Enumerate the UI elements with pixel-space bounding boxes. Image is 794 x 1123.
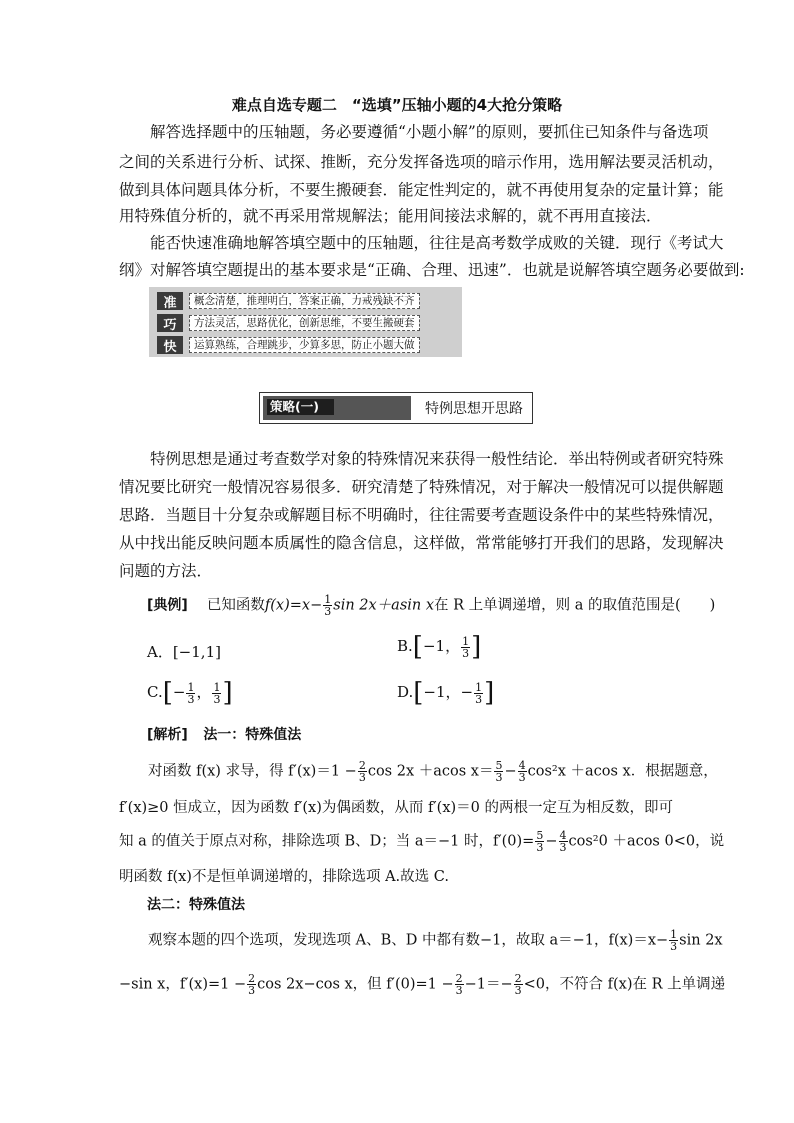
requirement-row [157,292,420,310]
strategy-tag: 策略(一) [267,399,334,415]
strategy-header [259,392,533,424]
requirement-row [157,336,420,354]
analysis-heading [147,724,707,745]
intro-line-2: 之间的关系进行分析、试探、推断，充分发挥备选项的暗示作用，选用解法要灵活机动， [119,153,724,171]
example-text-before: 已知函数 [206,597,265,614]
option-d: D.[−1，− $\frac{1}{3}$ ] [397,678,495,708]
example-question [147,593,716,618]
option-c: C.[− $\frac{1}{3}$ ， $\frac{1}{3}$ ] [147,678,233,708]
method-one-title: 法一：特殊值法 [203,727,302,743]
requirement-row [157,314,420,332]
analysis-label: [解析] [147,727,188,743]
analysis-line-5: 观察本题的四个选项，发现选项 A、B、D 中都有数−1，故取 a＝−1，f(x)＝x− $\frac{1}{3}$ sin 2x [119,928,723,953]
example-expression: sin 2x＋asin x [333,597,435,614]
requirement-text: 概念清楚，推理明白，答案正确，力戒残缺不齐 [189,293,420,309]
analysis-line-3: 知 a 的值关于原点对称，排除选项 B、D；当 a＝−1 时，f′(0)= $\frac{5}{3}$ − $\frac{4}{3}$ cos²0 ＋acos 0<0，说 [119,829,725,854]
requirement-tag: 快 [157,336,183,354]
intro-line-4: 用特殊值分析的，就不再采用常规解法；能用间接法求解的，就不再用直接法． [119,207,662,225]
intro-line-3: 做到具体问题具体分析，不要生搬硬套．能定性判定的，就不再使用复杂的定量计算；能 [119,181,724,199]
method-two-title: 法二：特殊值法 [119,897,245,913]
requirement-tag: 巧 [157,314,183,332]
example-fx: f(x)=x− [264,597,323,614]
analysis-line-1: 对函数 f(x) 求导，得 f′(x)＝1 − $\frac{2}{3}$ cos 2x ＋acos x＝ $\frac{5}{3}$ − $\frac{4}{3}$ cos²x ＋acos x．根据题意， [119,759,718,784]
body-line-5: 问题的方法． [119,562,213,580]
requirement-text: 方法灵活，思路优化，创新思维，不要生搬硬套 [189,315,420,331]
requirements-table [149,287,462,357]
body-line-4: 从中找出能反映问题本质属性的隐含信息，这样做，常常能够打开我们的思路，发现解决 [119,534,724,552]
example-tail: 在 R 上单调递增，则 a 的取值范围是( ) [434,597,716,614]
example-label: [典例] [147,597,188,614]
strategy-name: 特例思想开思路 [425,401,523,417]
body-line-2: 情况要比研究一般情况容易很多．研究清楚了特殊情况，对于解决一般情况可以提供解题 [119,478,724,496]
option-a: A．[−1,1] [147,643,221,661]
analysis-line-6: −sin x，f′(x)=1 − $\frac{2}{3}$ cos 2x−cos x，但 f′(0)=1 − $\frac{2}{3}$ −1＝− $\frac{2}{3}$ <0，不符合 f(x)在 R 上单调递 [119,972,726,997]
requirement-tag: 准 [157,292,183,310]
page-title: 难点自选专题二 “选填”压轴小题的4大抢分策略 [231,96,563,114]
intro-line-6: 纲》对解答填空题提出的基本要求是“正确、合理、迅速”．也就是说解答填空题务必要做到: [119,261,745,279]
example-fraction: $\frac{1}{3}$ [324,593,332,618]
strategy-tag-box [263,396,411,420]
intro-line-5: 能否快速准确地解答填空题中的压轴题，往往是高考数学成败的关键．现行《考试大 [119,234,724,252]
requirement-text: 运算熟练，合理跳步，少算多思，防止小题大做 [189,337,420,353]
analysis-line-4: 明函数 f(x)不是恒单调递增的，排除选项 A.故选 C. [119,869,449,885]
body-line-1: 特例思想是通过考查数学对象的特殊情况来获得一般性结论．举出特例或者研究特殊 [119,450,724,468]
option-b: B.[−1， $\frac{1}{3}$ ] [397,632,482,662]
analysis-line-2: f′(x)≥0 恒成立，因为函数 f′(x)为偶函数，从而 f′(x)＝0 的两根一定互为相反数，即可 [119,800,673,816]
body-line-3: 思路．当题目十分复杂或解题目标不明确时，往往需要考查题设条件中的某些特殊情况， [119,506,724,524]
intro-line-1: 解答选择题中的压轴题，务必要遵循“小题小解”的原则，要抓住已知条件与备选项 [119,123,709,141]
